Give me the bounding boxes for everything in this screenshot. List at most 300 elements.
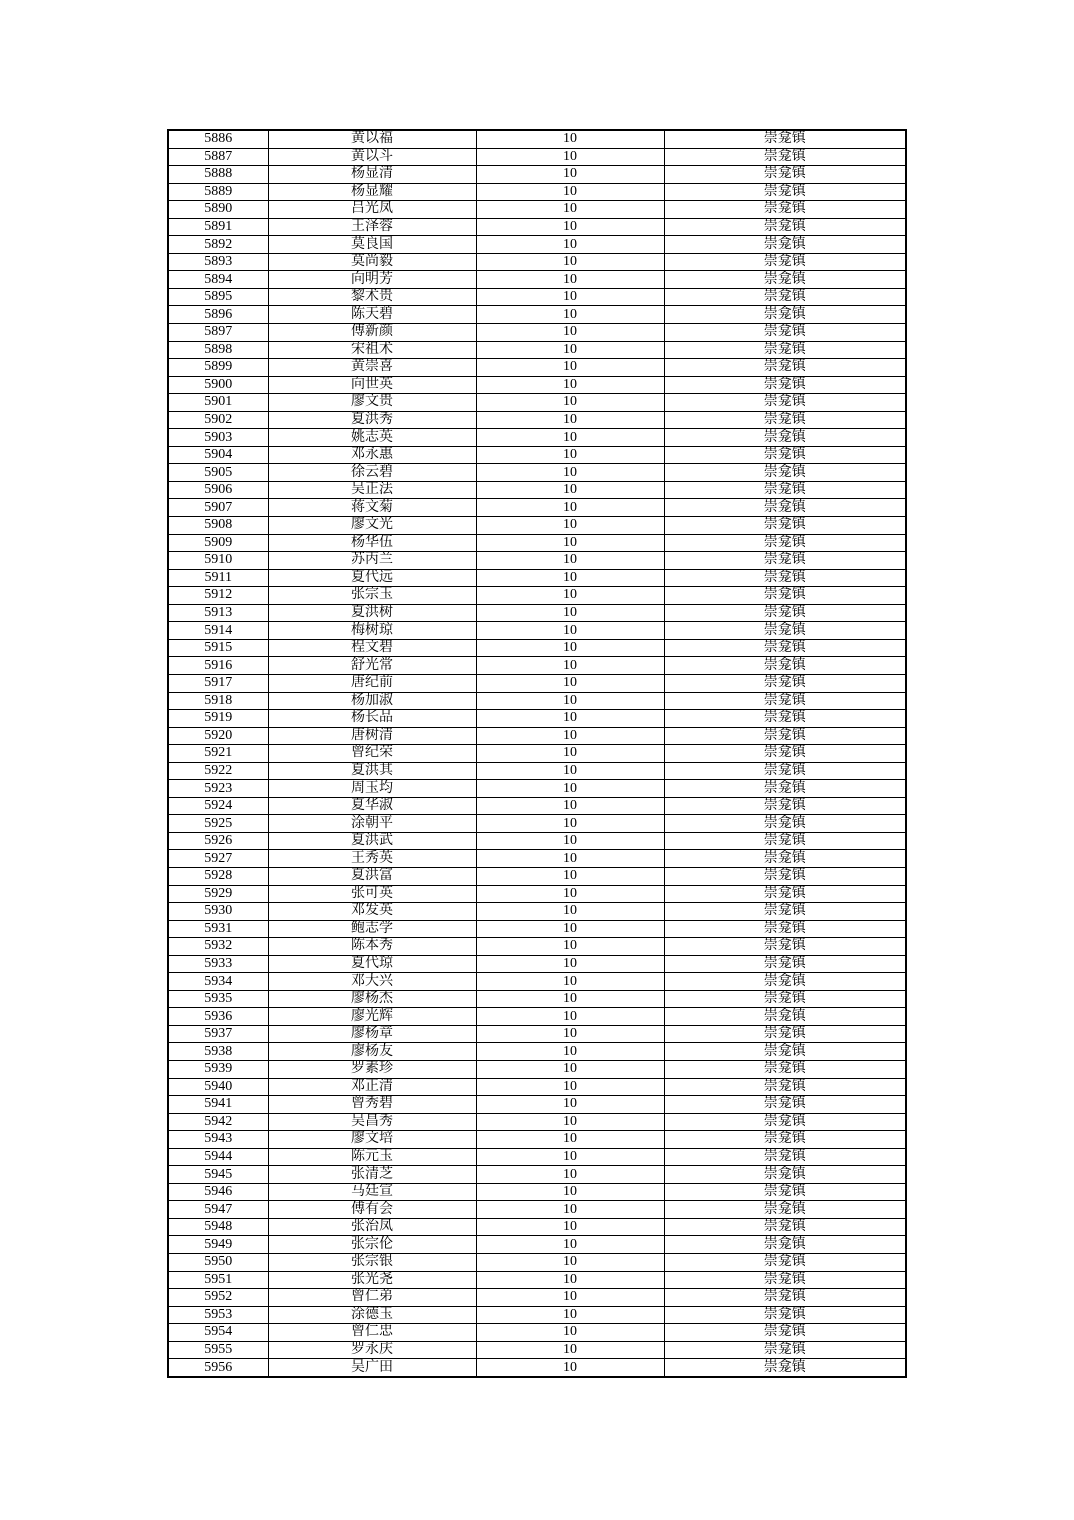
serial-number-cell: 5950 [168,1254,268,1272]
town-cell: 崇龛镇 [664,903,906,921]
name-cell: 张光尧 [268,1271,476,1289]
amount-cell: 10 [476,517,664,535]
table-row [168,780,906,798]
table-row [168,674,906,692]
town-cell: 崇龛镇 [664,1166,906,1184]
town-cell: 崇龛镇 [664,1324,906,1342]
table-row [168,727,906,745]
amount-cell: 10 [476,867,664,885]
town-cell: 崇龛镇 [664,236,906,254]
town-cell: 崇龛镇 [664,1218,906,1236]
table-row [168,1201,906,1219]
table-row [168,324,906,342]
table-row [168,306,906,324]
serial-number-cell: 5931 [168,920,268,938]
town-cell: 崇龛镇 [664,1236,906,1254]
table-row [168,130,906,148]
town-cell: 崇龛镇 [664,1008,906,1026]
name-cell: 傅有会 [268,1201,476,1219]
amount-cell: 10 [476,130,664,148]
name-cell: 夏洪其 [268,762,476,780]
serial-number-cell: 5914 [168,622,268,640]
town-cell: 崇龛镇 [664,306,906,324]
amount-cell: 10 [476,1096,664,1114]
table-row [168,1218,906,1236]
table-row [168,1113,906,1131]
amount-cell: 10 [476,253,664,271]
town-cell: 崇龛镇 [664,1306,906,1324]
name-cell: 徐云碧 [268,464,476,482]
town-cell: 崇龛镇 [664,341,906,359]
name-cell: 宋祖术 [268,341,476,359]
amount-cell: 10 [476,288,664,306]
data-table [167,129,907,1378]
name-cell: 夏代远 [268,569,476,587]
town-cell: 崇龛镇 [664,622,906,640]
town-cell: 崇龛镇 [664,271,906,289]
town-cell: 崇龛镇 [664,657,906,675]
table-row [168,552,906,570]
name-cell: 曾仁弟 [268,1289,476,1307]
name-cell: 廖光辉 [268,1008,476,1026]
name-cell: 周玉均 [268,780,476,798]
name-cell: 夏华淑 [268,797,476,815]
town-cell: 崇龛镇 [664,218,906,236]
serial-number-cell: 5936 [168,1008,268,1026]
amount-cell: 10 [476,464,664,482]
town-cell: 崇龛镇 [664,850,906,868]
town-cell: 崇龛镇 [664,1060,906,1078]
table-row [168,218,906,236]
town-cell: 崇龛镇 [664,1148,906,1166]
table-row [168,710,906,728]
serial-number-cell: 5898 [168,341,268,359]
table-row [168,1324,906,1342]
table-row [168,1131,906,1149]
name-cell: 杨显耀 [268,183,476,201]
table-row [168,1060,906,1078]
serial-number-cell: 5920 [168,727,268,745]
serial-number-cell: 5956 [168,1359,268,1377]
name-cell: 张可英 [268,885,476,903]
serial-number-cell: 5949 [168,1236,268,1254]
table-row [168,692,906,710]
table-row [168,569,906,587]
name-cell: 王秀英 [268,850,476,868]
town-cell: 崇龛镇 [664,1078,906,1096]
serial-number-cell: 5909 [168,534,268,552]
table-row [168,1236,906,1254]
town-cell: 崇龛镇 [664,639,906,657]
name-cell: 莫尚毅 [268,253,476,271]
table-row [168,376,906,394]
table-row [168,762,906,780]
name-cell: 吕光凤 [268,201,476,219]
serial-number-cell: 5944 [168,1148,268,1166]
amount-cell: 10 [476,657,664,675]
serial-number-cell: 5915 [168,639,268,657]
town-cell: 崇龛镇 [664,1341,906,1359]
amount-cell: 10 [476,727,664,745]
name-cell: 杨加淑 [268,692,476,710]
serial-number-cell: 5924 [168,797,268,815]
town-cell: 崇龛镇 [664,288,906,306]
name-cell: 曾秀碧 [268,1096,476,1114]
serial-number-cell: 5928 [168,867,268,885]
serial-number-cell: 5933 [168,955,268,973]
town-cell: 崇龛镇 [664,710,906,728]
serial-number-cell: 5911 [168,569,268,587]
table-row [168,1148,906,1166]
table-row [168,517,906,535]
table-row [168,464,906,482]
name-cell: 姚志英 [268,429,476,447]
name-cell: 吴广田 [268,1359,476,1377]
town-cell: 崇龛镇 [664,394,906,412]
town-cell: 崇龛镇 [664,1131,906,1149]
amount-cell: 10 [476,359,664,377]
table-row [168,1271,906,1289]
town-cell: 崇龛镇 [664,1271,906,1289]
amount-cell: 10 [476,780,664,798]
table-row [168,201,906,219]
town-cell: 崇龛镇 [664,727,906,745]
town-cell: 崇龛镇 [664,569,906,587]
table-row [168,411,906,429]
name-cell: 曾纪荣 [268,745,476,763]
serial-number-cell: 5896 [168,306,268,324]
name-cell: 夏洪富 [268,867,476,885]
town-cell: 崇龛镇 [664,1289,906,1307]
name-cell: 廖杨杰 [268,990,476,1008]
name-cell: 夏洪树 [268,604,476,622]
amount-cell: 10 [476,552,664,570]
table-row [168,1289,906,1307]
amount-cell: 10 [476,639,664,657]
serial-number-cell: 5912 [168,587,268,605]
serial-number-cell: 5951 [168,1271,268,1289]
amount-cell: 10 [476,1060,664,1078]
table-row [168,973,906,991]
amount-cell: 10 [476,1324,664,1342]
town-cell: 崇龛镇 [664,429,906,447]
table-row [168,920,906,938]
amount-cell: 10 [476,1131,664,1149]
serial-number-cell: 5913 [168,604,268,622]
serial-number-cell: 5954 [168,1324,268,1342]
table-row [168,499,906,517]
name-cell: 罗素珍 [268,1060,476,1078]
serial-number-cell: 5905 [168,464,268,482]
name-cell: 吴昌秀 [268,1113,476,1131]
table-row [168,622,906,640]
amount-cell: 10 [476,481,664,499]
amount-cell: 10 [476,1271,664,1289]
amount-cell: 10 [476,166,664,184]
name-cell: 涂朝平 [268,815,476,833]
town-cell: 崇龛镇 [664,1025,906,1043]
name-cell: 傅新颜 [268,324,476,342]
amount-cell: 10 [476,762,664,780]
amount-cell: 10 [476,955,664,973]
amount-cell: 10 [476,306,664,324]
table-row [168,1306,906,1324]
serial-number-cell: 5940 [168,1078,268,1096]
name-cell: 夏洪武 [268,832,476,850]
name-cell: 陈天碧 [268,306,476,324]
amount-cell: 10 [476,324,664,342]
town-cell: 崇龛镇 [664,1201,906,1219]
table-row [168,1341,906,1359]
serial-number-cell: 5904 [168,446,268,464]
serial-number-cell: 5918 [168,692,268,710]
table-row [168,394,906,412]
town-cell: 崇龛镇 [664,604,906,622]
name-cell: 邓永惠 [268,446,476,464]
name-cell: 廖文培 [268,1131,476,1149]
amount-cell: 10 [476,1254,664,1272]
table-row [168,990,906,1008]
amount-cell: 10 [476,1218,664,1236]
amount-cell: 10 [476,1043,664,1061]
town-cell: 崇龛镇 [664,411,906,429]
serial-number-cell: 5948 [168,1218,268,1236]
serial-number-cell: 5900 [168,376,268,394]
table-row [168,657,906,675]
name-cell: 苏丙兰 [268,552,476,570]
serial-number-cell: 5893 [168,253,268,271]
table-row [168,359,906,377]
town-cell: 崇龛镇 [664,832,906,850]
name-cell: 邓发英 [268,903,476,921]
table-row [168,271,906,289]
name-cell: 黄以斗 [268,148,476,166]
table-row [168,1025,906,1043]
serial-number-cell: 5921 [168,745,268,763]
amount-cell: 10 [476,938,664,956]
amount-cell: 10 [476,218,664,236]
serial-number-cell: 5902 [168,411,268,429]
amount-cell: 10 [476,271,664,289]
name-cell: 张清芝 [268,1166,476,1184]
table-row [168,1254,906,1272]
amount-cell: 10 [476,446,664,464]
town-cell: 崇龛镇 [664,464,906,482]
serial-number-cell: 5941 [168,1096,268,1114]
serial-number-cell: 5886 [168,130,268,148]
town-cell: 崇龛镇 [664,499,906,517]
name-cell: 黄崇喜 [268,359,476,377]
amount-cell: 10 [476,692,664,710]
amount-cell: 10 [476,815,664,833]
table-row [168,236,906,254]
town-cell: 崇龛镇 [664,1096,906,1114]
name-cell: 夏代琼 [268,955,476,973]
name-cell: 张治凤 [268,1218,476,1236]
town-cell: 崇龛镇 [664,920,906,938]
name-cell: 廖文光 [268,517,476,535]
amount-cell: 10 [476,1236,664,1254]
serial-number-cell: 5906 [168,481,268,499]
town-cell: 崇龛镇 [664,1254,906,1272]
name-cell: 张宗玉 [268,587,476,605]
name-cell: 马廷宣 [268,1183,476,1201]
serial-number-cell: 5897 [168,324,268,342]
amount-cell: 10 [476,534,664,552]
amount-cell: 10 [476,341,664,359]
serial-number-cell: 5927 [168,850,268,868]
table-row [168,183,906,201]
town-cell: 崇龛镇 [664,990,906,1008]
amount-cell: 10 [476,920,664,938]
town-cell: 崇龛镇 [664,938,906,956]
name-cell: 邓大兴 [268,973,476,991]
serial-number-cell: 5923 [168,780,268,798]
serial-number-cell: 5932 [168,938,268,956]
name-cell: 张宗伦 [268,1236,476,1254]
table-row [168,815,906,833]
amount-cell: 10 [476,429,664,447]
amount-cell: 10 [476,1183,664,1201]
amount-cell: 10 [476,674,664,692]
name-cell: 黄以福 [268,130,476,148]
town-cell: 崇龛镇 [664,552,906,570]
name-cell: 唐纪前 [268,674,476,692]
serial-number-cell: 5939 [168,1060,268,1078]
amount-cell: 10 [476,499,664,517]
table-row [168,1359,906,1377]
table-row [168,253,906,271]
table-row [168,288,906,306]
name-cell: 程文碧 [268,639,476,657]
amount-cell: 10 [476,903,664,921]
serial-number-cell: 5888 [168,166,268,184]
table-row [168,1096,906,1114]
serial-number-cell: 5895 [168,288,268,306]
town-cell: 崇龛镇 [664,1113,906,1131]
name-cell: 邓正清 [268,1078,476,1096]
serial-number-cell: 5938 [168,1043,268,1061]
table-row [168,745,906,763]
serial-number-cell: 5952 [168,1289,268,1307]
amount-cell: 10 [476,183,664,201]
name-cell: 黎术贵 [268,288,476,306]
table-row [168,604,906,622]
name-cell: 蒋文菊 [268,499,476,517]
amount-cell: 10 [476,1113,664,1131]
amount-cell: 10 [476,832,664,850]
town-cell: 崇龛镇 [664,1043,906,1061]
amount-cell: 10 [476,850,664,868]
serial-number-cell: 5891 [168,218,268,236]
amount-cell: 10 [476,1008,664,1026]
serial-number-cell: 5901 [168,394,268,412]
town-cell: 崇龛镇 [664,885,906,903]
name-cell: 梅树琼 [268,622,476,640]
amount-cell: 10 [476,201,664,219]
serial-number-cell: 5916 [168,657,268,675]
town-cell: 崇龛镇 [664,867,906,885]
table-row [168,903,906,921]
amount-cell: 10 [476,236,664,254]
serial-number-cell: 5953 [168,1306,268,1324]
name-cell: 陈元玉 [268,1148,476,1166]
table-row [168,534,906,552]
town-cell: 崇龛镇 [664,481,906,499]
town-cell: 崇龛镇 [664,692,906,710]
town-cell: 崇龛镇 [664,762,906,780]
name-cell: 唐树清 [268,727,476,745]
amount-cell: 10 [476,604,664,622]
name-cell: 陈本秀 [268,938,476,956]
serial-number-cell: 5934 [168,973,268,991]
amount-cell: 10 [476,973,664,991]
town-cell: 崇龛镇 [664,973,906,991]
serial-number-cell: 5910 [168,552,268,570]
name-cell: 曾仁忠 [268,1324,476,1342]
town-cell: 崇龛镇 [664,587,906,605]
town-cell: 崇龛镇 [664,1359,906,1377]
table-row [168,1078,906,1096]
amount-cell: 10 [476,569,664,587]
amount-cell: 10 [476,376,664,394]
serial-number-cell: 5919 [168,710,268,728]
serial-number-cell: 5942 [168,1113,268,1131]
serial-number-cell: 5947 [168,1201,268,1219]
town-cell: 崇龛镇 [664,955,906,973]
serial-number-cell: 5894 [168,271,268,289]
serial-number-cell: 5925 [168,815,268,833]
amount-cell: 10 [476,1201,664,1219]
town-cell: 崇龛镇 [664,745,906,763]
table-row [168,1183,906,1201]
amount-cell: 10 [476,1166,664,1184]
town-cell: 崇龛镇 [664,183,906,201]
table-row [168,955,906,973]
name-cell: 杨显清 [268,166,476,184]
town-cell: 崇龛镇 [664,797,906,815]
amount-cell: 10 [476,885,664,903]
amount-cell: 10 [476,1359,664,1377]
name-cell: 夏洪秀 [268,411,476,429]
table-body [168,130,906,1377]
amount-cell: 10 [476,1289,664,1307]
name-cell: 杨长品 [268,710,476,728]
serial-number-cell: 5929 [168,885,268,903]
town-cell: 崇龛镇 [664,376,906,394]
amount-cell: 10 [476,622,664,640]
town-cell: 崇龛镇 [664,253,906,271]
serial-number-cell: 5892 [168,236,268,254]
table-row [168,832,906,850]
amount-cell: 10 [476,745,664,763]
table-row [168,1043,906,1061]
serial-number-cell: 5889 [168,183,268,201]
serial-number-cell: 5903 [168,429,268,447]
town-cell: 崇龛镇 [664,815,906,833]
serial-number-cell: 5890 [168,201,268,219]
table-row [168,639,906,657]
table-row [168,446,906,464]
town-cell: 崇龛镇 [664,674,906,692]
town-cell: 崇龛镇 [664,780,906,798]
serial-number-cell: 5955 [168,1341,268,1359]
town-cell: 崇龛镇 [664,166,906,184]
amount-cell: 10 [476,411,664,429]
name-cell: 舒光常 [268,657,476,675]
table-row [168,1008,906,1026]
amount-cell: 10 [476,1025,664,1043]
